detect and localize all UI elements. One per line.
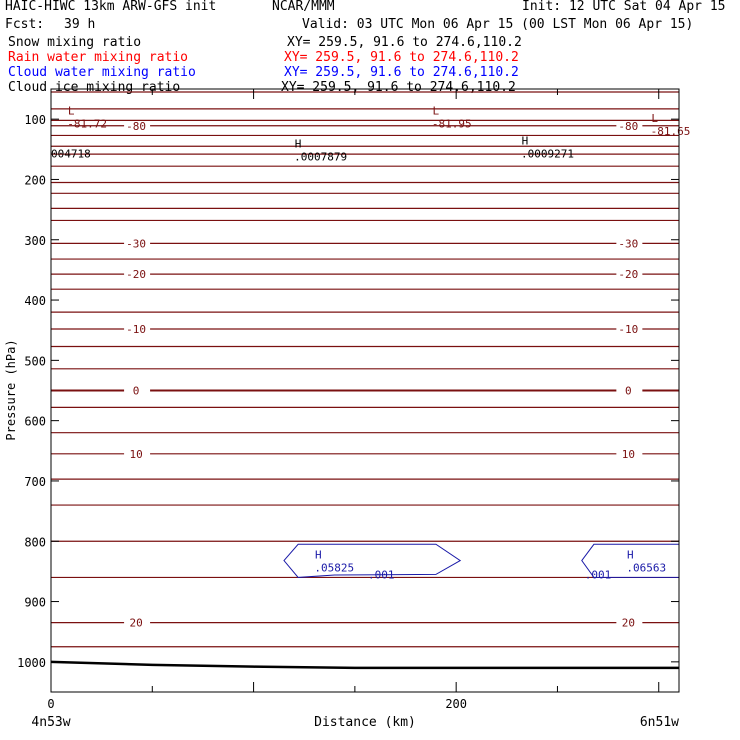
y-tick-label: 100	[24, 113, 46, 128]
y-tick-label: 1000	[17, 655, 46, 670]
y-tick-label: 700	[24, 474, 46, 489]
forecast-label: Fcst:	[5, 17, 45, 32]
y-axis-label: Pressure (hPa)	[4, 339, 18, 441]
field-xy-cloud-ice: XY= 259.5, 91.6 to 274.6,110.2	[281, 80, 516, 95]
contour-label: -10	[126, 322, 147, 336]
y-tick-label: 200	[24, 173, 46, 188]
contour-label: 20	[621, 616, 635, 630]
field-xy-rain: XY= 259.5, 91.6 to 274.6,110.2	[284, 50, 519, 65]
field-xy-snow: XY= 259.5, 91.6 to 274.6,110.2	[287, 35, 522, 50]
contour-label: -20	[618, 268, 639, 282]
extremum-marker: L	[67, 104, 75, 118]
contour-label: -80	[618, 119, 639, 133]
contour-label: -30	[618, 237, 639, 251]
extremum-marker: H	[627, 548, 634, 562]
contour-label: 10	[621, 447, 635, 461]
y-tick-label: 900	[24, 595, 46, 610]
field-xy-cloud-water: XY= 259.5, 91.6 to 274.6,110.2	[284, 65, 519, 80]
endpoint-left: 4n53w	[31, 715, 71, 730]
y-tick-label: 600	[24, 414, 46, 429]
y-tick-label: 800	[24, 535, 46, 550]
contour-label: -80	[126, 119, 147, 133]
x-tick-label: 200	[445, 697, 468, 711]
field-name-rain: Rain water mixing ratio	[8, 50, 189, 65]
valid-time: Valid: 03 UTC Mon 06 Apr 15 (00 LST Mon 06 Apr 15)	[302, 17, 694, 32]
x-tick-label: 0	[47, 697, 55, 711]
extremum-value: .0009271	[520, 147, 574, 161]
terrain	[51, 662, 679, 668]
y-tick-label: 500	[24, 354, 46, 369]
extremum-value: .0007879	[294, 150, 348, 164]
extremum-marker: H	[294, 137, 302, 151]
extremum-marker: L	[432, 104, 440, 118]
field-name-cloud-water: Cloud water mixing ratio	[8, 65, 196, 80]
endpoint-right: 6n51w	[639, 715, 679, 730]
contour-label: 0	[132, 384, 140, 398]
extremum-value: .06563	[626, 561, 667, 575]
run-title: HAIC-HIWC 13km ARW-GFS init	[5, 0, 217, 14]
extremum-marker: H	[521, 134, 529, 148]
y-tick-label: 300	[24, 233, 46, 248]
extremum-value: -81.95	[431, 117, 472, 131]
contour-label: 10	[129, 447, 143, 461]
extremum-value: .05825	[314, 561, 355, 575]
contour-label: 0	[625, 384, 632, 398]
producer: NCAR/MMM	[272, 0, 335, 14]
extrema-labels	[51, 105, 690, 575]
contour-label: -20	[126, 268, 147, 282]
field-name-cloud-ice: Cloud ice mixing ratio	[8, 80, 181, 95]
contour-label: 20	[129, 616, 143, 630]
contour-label: -10	[618, 322, 639, 336]
contour-label: -30	[126, 237, 147, 251]
init-time: Init: 12 UTC Sat 04 Apr 15	[522, 0, 726, 14]
extremum-value: -81.72	[67, 117, 107, 131]
y-tick-label: 400	[24, 294, 46, 309]
terrain-line	[51, 662, 679, 668]
cloud-water-contour-label: .001	[584, 568, 612, 582]
extremum-value: -81.65	[650, 124, 691, 138]
field-name-snow: Snow mixing ratio	[8, 35, 142, 50]
edge-value-label: 004718	[51, 147, 91, 161]
x-axis-label: Distance (km)	[314, 715, 416, 730]
cloud-water-contour-label: .001	[367, 568, 395, 582]
extremum-marker: L	[651, 111, 658, 125]
forecast-hour: 39 h	[64, 17, 96, 32]
extremum-marker: H	[315, 548, 322, 562]
